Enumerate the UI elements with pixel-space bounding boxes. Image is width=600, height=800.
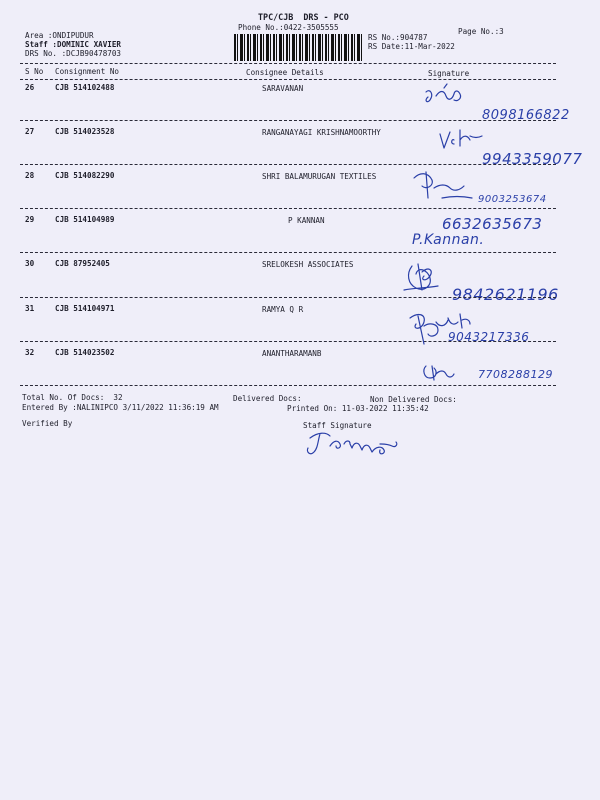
row-sno: 27	[25, 127, 35, 136]
handwritten-phone-number: 9842621196	[452, 285, 559, 304]
signature-27	[440, 130, 482, 148]
non-delivered-docs: Non Delivered Docs:	[370, 395, 457, 404]
divider	[20, 208, 556, 209]
signature-32	[424, 366, 454, 380]
row-consignment-no: CJB 514082290	[55, 171, 115, 180]
row-consignee: P KANNAN	[288, 216, 325, 225]
handwritten-phone-number: 9943359077	[482, 150, 583, 168]
staff-label: Staff :DOMINIC XAVIER	[25, 40, 122, 49]
row-sno: 30	[25, 259, 35, 268]
drs-number: DRS No. :DCJB90478703	[25, 49, 122, 58]
divider	[20, 164, 556, 165]
entered-by: Entered By :NALINIPCO 3/11/2022 11:36:19 AM	[22, 403, 219, 412]
row-sno: 31	[25, 304, 35, 313]
divider	[20, 79, 556, 80]
divider	[20, 63, 556, 64]
area-label: Area :ONDIPUDUR	[25, 31, 94, 40]
handwritten-phone-number: 8098166822	[482, 108, 570, 123]
row-sno: 32	[25, 348, 35, 357]
row-consignment-no: CJB 87952405	[55, 259, 110, 268]
row-sno: 28	[25, 171, 35, 180]
column-header-sno: S No	[25, 67, 44, 76]
rs-date: RS Date:11-Mar-2022	[368, 42, 455, 51]
row-consignee: RAMYA Q R	[262, 305, 304, 314]
row-consignment-no: CJB 514023528	[55, 127, 115, 136]
row-consignee: ANANTHARAMANB	[262, 349, 322, 358]
staff-signature-label: Staff Signature	[303, 421, 372, 430]
printed-on: Printed On: 11-03-2022 11:35:42	[287, 404, 429, 413]
staff-signature	[307, 433, 396, 454]
handwritten-phone-number: 9003253674	[478, 194, 547, 205]
verified-by: Verified By	[22, 419, 73, 428]
divider	[20, 252, 556, 253]
handwritten-phone-number: 6632635673	[442, 215, 543, 233]
signature-28	[414, 172, 472, 198]
column-header-consignee: Consignee Details	[246, 68, 324, 77]
divider	[20, 341, 556, 342]
row-consignment-no: CJB 514104989	[55, 215, 115, 224]
row-consignee: SHRI BALAMURUGAN TEXTILES	[262, 172, 377, 181]
row-consignment-no: CJB 514102488	[55, 83, 115, 92]
handwritten-phone-number: 7708288129	[478, 368, 553, 381]
barcode	[234, 34, 362, 61]
column-header-signature: Signature	[428, 69, 470, 78]
rs-number: RS No.:904787	[368, 33, 428, 42]
handwritten-name: P.Kannan.	[412, 232, 485, 248]
page-number: Page No.:3	[458, 27, 504, 36]
signature-30	[404, 264, 438, 290]
signature-26	[426, 84, 461, 102]
divider	[20, 297, 556, 298]
column-header-consignment: Consignment No	[55, 67, 120, 76]
row-consignment-no: CJB 514023502	[55, 348, 115, 357]
document-title: TPC/CJB DRS - PCO	[258, 12, 349, 22]
delivered-docs: Delivered Docs:	[233, 394, 302, 403]
row-consignee: SARAVANAN	[262, 84, 304, 93]
divider	[20, 120, 556, 121]
phone-number: Phone No.:0422-3505555	[238, 23, 339, 32]
row-sno: 26	[25, 83, 35, 92]
row-sno: 29	[25, 215, 35, 224]
divider	[20, 385, 556, 386]
handwritten-phone-number: 9043217336	[448, 330, 530, 344]
row-consignment-no: CJB 514104971	[55, 304, 115, 313]
row-consignee: RANGANAYAGI KRISHNAMOORTHY	[262, 128, 381, 137]
row-consignee: SRELOKESH ASSOCIATES	[262, 260, 354, 269]
total-docs: Total No. Of Docs: 32	[22, 393, 123, 402]
